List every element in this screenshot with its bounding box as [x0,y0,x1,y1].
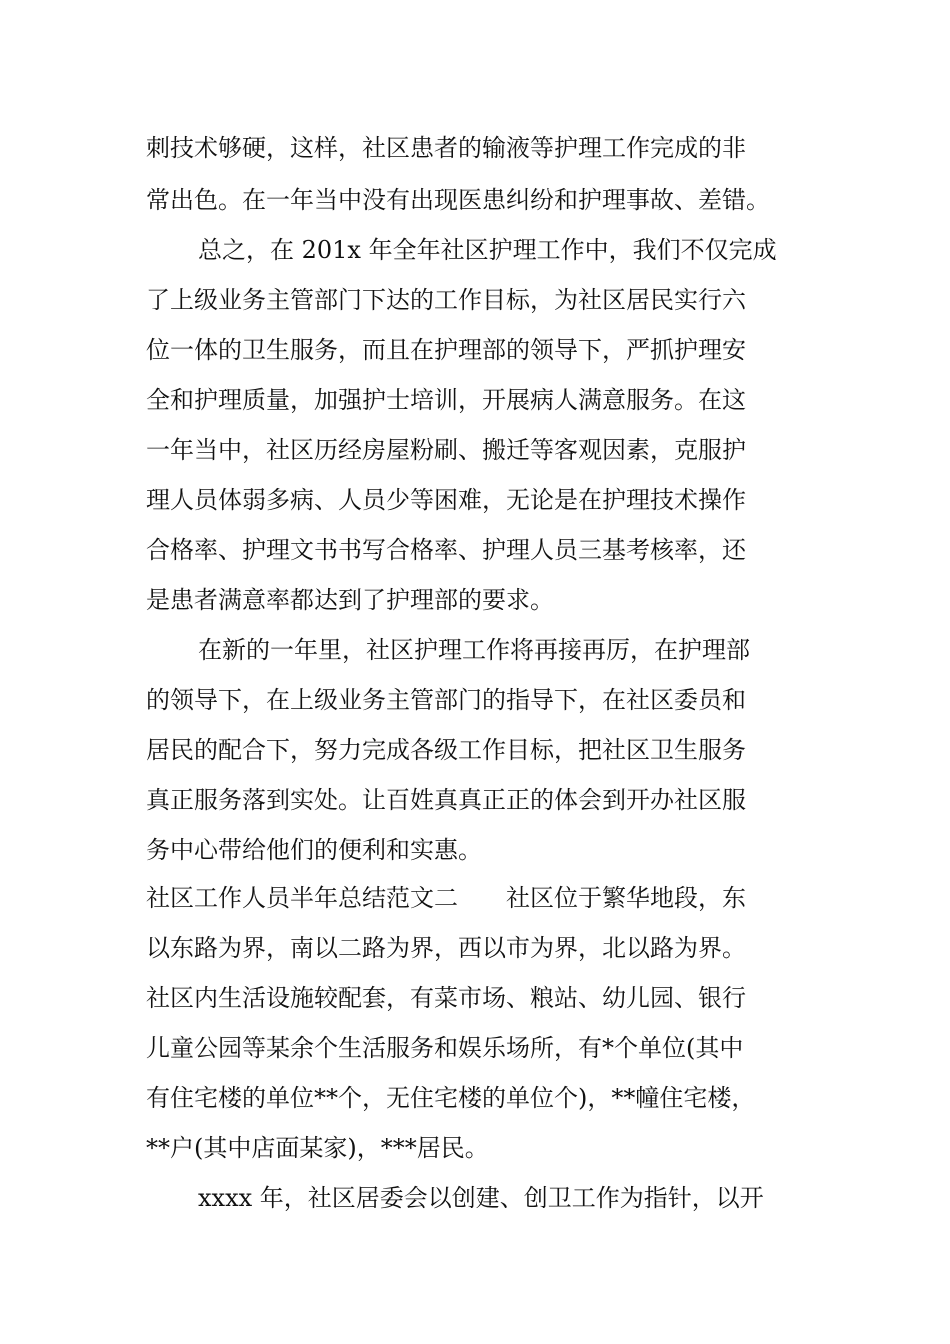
text-line: 有住宅楼的单位**个，无住宅楼的单位个)，**幢住宅楼， [146,1084,756,1112]
text-line: 务中心带给他们的便利和实惠。 [146,836,482,864]
text-line: 儿童公园等某余个生活服务和娱乐场所，有*个单位(其中 [146,1034,744,1062]
text-line: 理人员体弱多病、人员少等困难，无论是在护理技术操作 [146,486,746,514]
text-line: 是患者满意率都达到了护理部的要求。 [146,586,554,614]
text-line: **户(其中店面某家)，***居民。 [146,1134,489,1162]
text-line: 全和护理质量，加强护士培训，开展病人满意服务。在这 [146,386,746,414]
text-line: 位一体的卫生服务，而且在护理部的领导下，严抓护理安 [146,336,746,364]
text-line: 常出色。在一年当中没有出现医患纠纷和护理事故、差错。 [146,186,770,214]
text-line: 真正服务落到实处。让百姓真真正正的体会到开办社区服 [146,786,746,814]
text-line: 了上级业务主管部门下达的工作目标，为社区居民实行六 [146,286,746,314]
paragraph-start-line: 总之，在 201x 年全年社区护理工作中，我们不仅完成 [198,236,777,264]
text-line: 的领导下，在上级业务主管部门的指导下，在社区委员和 [146,686,746,714]
section-title-line: 社区工作人员半年总结范文二 社区位于繁华地段，东 [146,884,746,912]
text-line: 刺技术够硬，这样，社区患者的输液等护理工作完成的非 [146,134,746,162]
text-line: 社区内生活设施较配套，有菜市场、粮站、幼儿园、银行 [146,984,746,1012]
paragraph-start-line: 在新的一年里，社区护理工作将再接再厉，在护理部 [198,636,750,664]
paragraph-start-line: xxxx 年，社区居委会以创建、创卫工作为指针，以开 [198,1184,764,1212]
text-line: 以东路为界，南以二路为界，西以市为界，北以路为界。 [146,934,746,962]
text-line: 居民的配合下，努力完成各级工作目标，把社区卫生服务 [146,736,746,764]
text-line: 合格率、护理文书书写合格率、护理人员三基考核率，还 [146,536,746,564]
text-line: 一年当中，社区历经房屋粉刷、搬迁等客观因素，克服护 [146,436,746,464]
